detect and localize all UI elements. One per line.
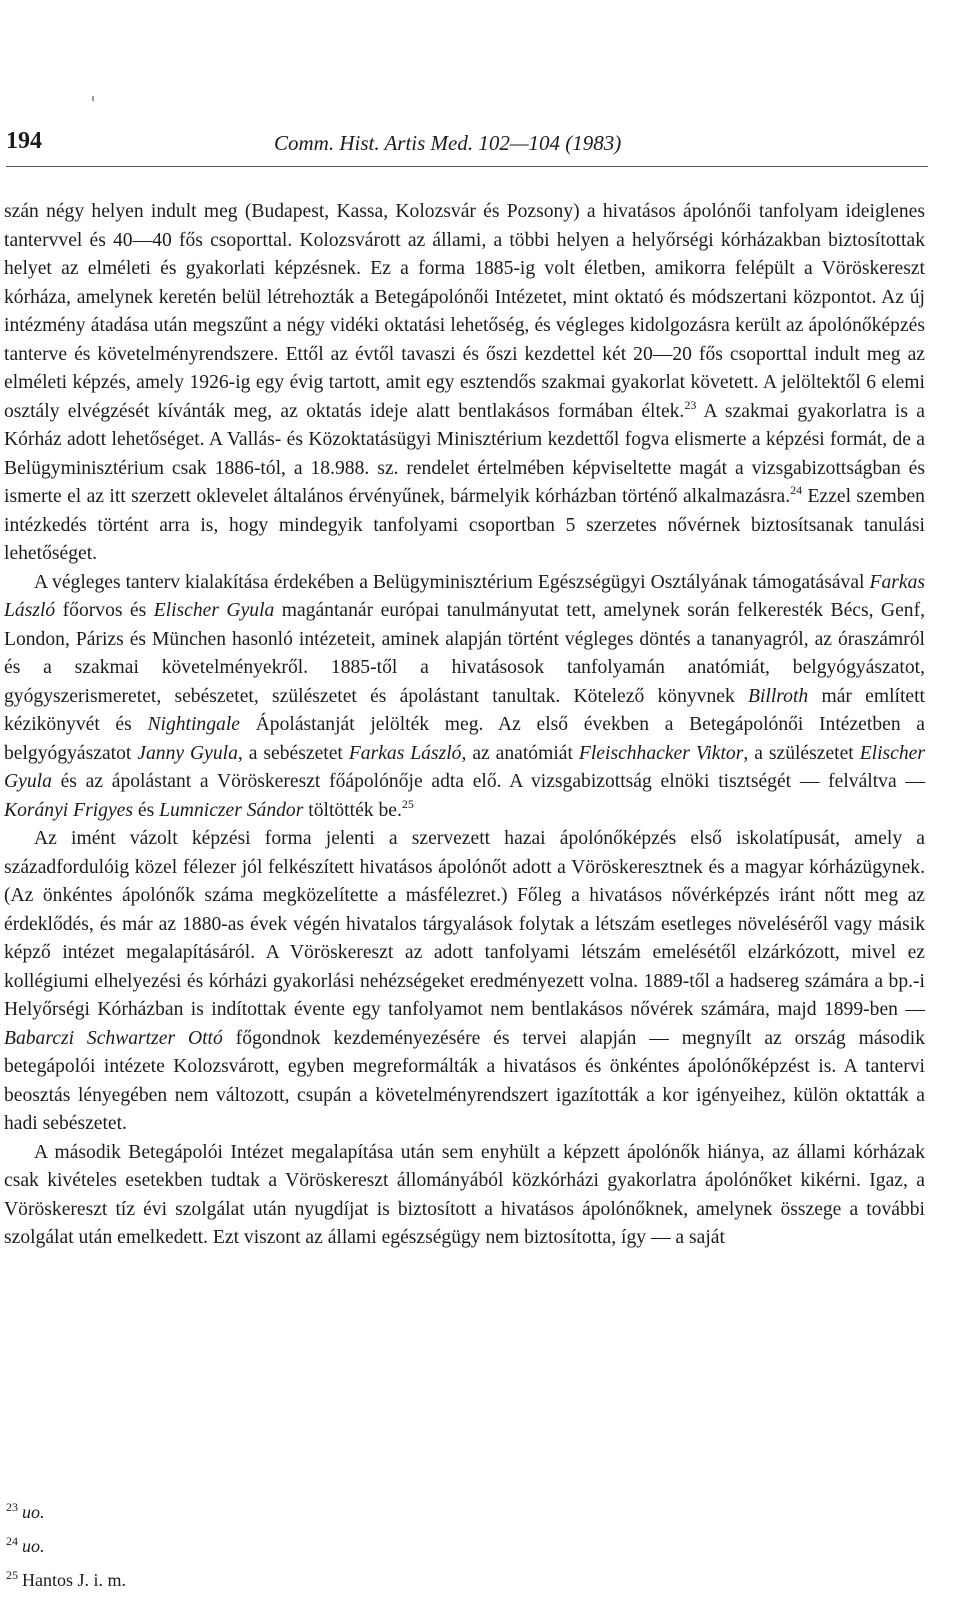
text-run: A végleges tanterv kialakítása érdekében a Belügyminisztérium Egészségügyi Osztályának támogatásával xyxy=(34,571,870,593)
footnote xyxy=(6,1527,406,1561)
text-run: már említett kézikönyvét és xyxy=(4,685,925,735)
footnote-number: 23 xyxy=(6,1500,18,1514)
person-name: Babarczi Schwartzer Ottó xyxy=(4,1027,223,1049)
footnote-text: Hantos J. i. m. xyxy=(22,1570,127,1590)
header-rule xyxy=(6,166,928,167)
paragraph xyxy=(4,825,925,1139)
scan-mark xyxy=(92,96,94,101)
text-run: Az imént vázolt képzési forma jelenti a szervezett hazai ápolónőképzés első iskolatípusát, amely a századfordulóig közel félezer jól felkészített hivatásos ápolónőt adott a Vöröskeresztnek és a magyar kórházügynek. (Az önkéntes ápolónők száma megközelítette a másfélezret.) Főleg a hivatásos nővérképzés iránt nőtt meg az érdeklődés, és már az 1880-as évek végén hivatalos tárgyalások folytak a létszám esetleges növeléséről vagy másik képző intézet megalapításáról. A Vöröskereszt az adott tanfolyami létszám emelésétől elzárkózott, mivel ez kollégiumi elhelyezési és kórházi gyakorlási nehézségeket eredményezett volna. 1889-től a hadsereg számára a bp.-i Helyőrségi Kórházban is indítottak évente egy tanfolyamot nem bentlakásos nővérek számára, majd 1899-ben — xyxy=(4,828,925,1020)
person-name: Farkas László xyxy=(4,571,925,621)
footnote-number: 24 xyxy=(6,1534,18,1548)
footnote-ref: 24 xyxy=(790,483,803,497)
person-name: Elischer Gyula xyxy=(4,742,925,792)
person-name: Elischer Gyula xyxy=(153,600,275,621)
page-number: 194 xyxy=(6,128,42,154)
paragraph xyxy=(4,198,925,569)
footnote-text: uo. xyxy=(22,1536,45,1556)
text-run: szán négy helyen indult meg (Budapest, Kassa, Kolozsvár és Pozsony) a hivatásos ápolónői tanfolyam ideiglenes tantervvel és 40—40 fős csoporttal. Kolozsvárott az állami, a többi helyen a helyőrségi kórházakban biztosítottak helyet az elméleti és gyakorlati képzésnek. Ez a forma 1885-ig volt életben, amikorra felépült a Vöröskereszt kórháza, amelynek keretén belül létrehozták a Betegápolónői Intézetet, mint oktató és módszertani központot. Az új intézmény átadása után megszűnt a négy vidéki oktatási lehetőség, és végleges kidolgozásra került az ápolónőképzés tanterve és követelményrendszere. Ettől az évtől tavaszi és őszi kezdettel két 20—20 fős csoporttal indult meg az elméleti képzés, amely 1926-ig egy évig tartott, amit egy esztendős szakmai gyakorlat követett. A jelöltektől 6 elemi osztály elvégzését kívánták meg, az oktatás ideje alatt bentlakásos formában éltek. xyxy=(4,201,925,422)
body-text xyxy=(4,198,925,1253)
text-run: , az anatómiát xyxy=(461,742,579,764)
text-run: és xyxy=(132,799,160,821)
text-run: , a sebészetet xyxy=(237,742,349,764)
person-name: Farkas László xyxy=(348,742,462,764)
footnote xyxy=(6,1493,406,1527)
person-name: Korányi Frigyes xyxy=(4,799,133,821)
running-head: Comm. Hist. Artis Med. 102—104 (1983) xyxy=(274,131,622,155)
text-run: , a szülészetet xyxy=(743,742,860,764)
footnotes xyxy=(6,1493,406,1595)
text-run: Ápolástanját jelölték meg. Az első években a Betegápolónői Intézetben a belgyógyászatot xyxy=(4,714,925,764)
footnote xyxy=(6,1561,406,1595)
text-run: A szakmai gyakorlatra is a Kórház adott lehetőséget. A Vallás- és Közoktatásügyi Minisztérium kezdettől fogva elismerte a képzési formát, de a Belügyminisztérium csak 1886-tól, a 18.988. sz. rendelet értelmében képviseltette magát a vizsgabizottságban és ismerte el az itt szerzett oklevelet általános érvényűnek, bármelyik kórházban történő alkalmazásra. xyxy=(4,400,925,507)
person-name: Janny Gyula xyxy=(137,742,238,764)
text-run: A második Betegápolói Intézet megalapítása után sem enyhült a képzett ápolónők hiánya, az állami kórházak csak kivételes esetekben tudtak a Vöröskereszt állományából közkórházi gyakorlatra ápolónőket kikérni. Igaz, a Vöröskereszt tíz évi szolgálat után nyugdíjat is biztosított a hivatásos ápolónőknek, amelynek összege a további szolgálat után emelkedett. Ezt viszont az állami egészségügy nem biztosította, így — a saját xyxy=(4,1141,925,1248)
text-run: töltötték be. xyxy=(303,799,402,821)
text-run: Ezzel szemben intézkedés történt arra is, hogy mindegyik tanfolyami csoportban 5 szerzetes nővérnek biztosítsanak tanulási lehetőséget. xyxy=(4,486,925,564)
person-name: Lumniczer Sándor xyxy=(159,799,304,821)
person-name: Fleischhacker Viktor xyxy=(578,742,744,764)
person-name: Billroth xyxy=(747,685,809,707)
text-run: főgondnok kezdeményezésére és tervei alapján — megnyílt az ország második betegápolói intézete Kolozsvárott, egyben megreformálták a hivatásos és önkéntes ápolónőképzést is. A tantervi beosztás lényegében nem változott, csupán a követelményrendszert igazították a kor igényeihez, külön oktatták a hadi sebészetet. xyxy=(4,1027,925,1134)
footnote-ref: 25 xyxy=(401,796,414,811)
text-run: főorvos és xyxy=(55,600,154,621)
paragraph xyxy=(4,1139,925,1253)
footnote-ref: 23 xyxy=(684,397,697,412)
footnote-number: 25 xyxy=(6,1568,18,1582)
text-run: magántanár európai tanulmányutat tett, amelynek során felkeresték Bécs, Genf, London, Párizs és München hasonló intézeteit, aminek alapján történt végleges döntés a tananyagról, az óraszámról és a szakmai követelményekről. 1885-től a hivatásosok tanfolyamán anatómiát, belgyógyászatot, gyógyszerismeretet, sebészetet, szülészetet és ápolástant tanultak. Kötelező könyvnek xyxy=(4,600,925,707)
paragraph xyxy=(4,569,925,826)
text-run: és az ápolástant a Vöröskereszt főápolónője adta elő. A vizsgabizottság elnöki tisztségét — felváltva — xyxy=(51,771,925,792)
person-name: Nightingale xyxy=(147,714,240,735)
footnote-text: uo. xyxy=(22,1502,45,1522)
page-header xyxy=(6,128,926,164)
